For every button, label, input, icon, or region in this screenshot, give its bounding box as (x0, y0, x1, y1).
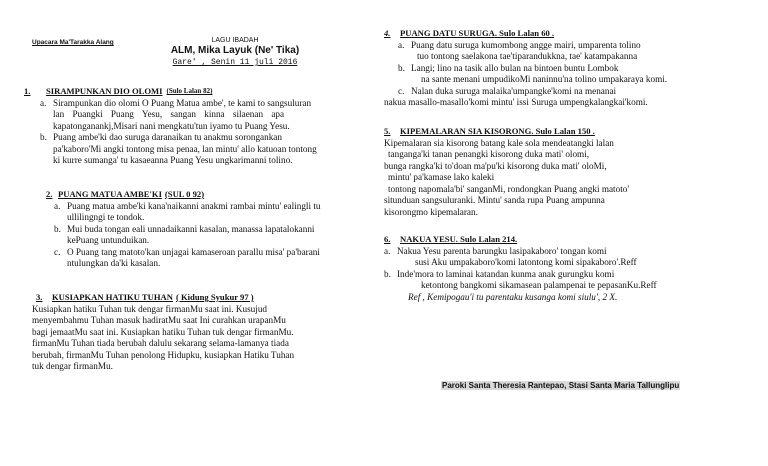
verse-line: kisorongmo kipemalaran. (384, 206, 478, 217)
verse-item (384, 246, 724, 269)
song-number: 5. (384, 126, 391, 136)
song-title-text: PUANG MATUA AMBE'KI (58, 189, 162, 199)
verse-line: Puang ambe'ki dao suruga daranaikan tu anakmu sorongankan (53, 132, 282, 142)
verse-item (384, 85, 724, 109)
song-section-5 (384, 126, 719, 218)
verse-line: bunga rangka'ki to'doan ma'pu'ki kisorong duka mati' oloMi, (384, 160, 607, 171)
song-title-text: SIRAMPUNKAN DIO OLOMI (46, 86, 163, 96)
refrain-line: Ref , Kemipogau'i tu parentaku kusanga komi siulu', 2 X. (408, 291, 618, 302)
song-title (384, 28, 724, 40)
verse-line: Sirampunkan dio olomi O Puang Matua ambe', te kami to sangsuluran (53, 97, 312, 108)
song-number: 6. (384, 234, 391, 244)
verse-label: b. (40, 132, 47, 142)
subtitle: LAGU IBADAH (211, 37, 259, 44)
verse-label: c. (54, 246, 61, 257)
verse-line: situnduan sangsuluranki. Mintu' sanda rupa Puang ampunna (384, 195, 605, 205)
verse-item (40, 98, 374, 133)
song-source: (SUL 0 92) (164, 189, 205, 199)
verse-item (398, 63, 724, 86)
verse-line: na sante menani umpudikoMi naninnu'na tolino umpakaraya komi. (421, 74, 668, 84)
verse-line: ki kurre sumanga' tu kasaeanna Puang Yesu ungkarimanni tolino. (53, 155, 293, 165)
verse-label: a. (54, 200, 61, 211)
verse-item (398, 40, 724, 63)
date-line: Gare' , Senin 11 juli 2016 (172, 58, 298, 67)
song-title (24, 86, 374, 98)
song-body (32, 304, 374, 373)
verse-line: susi Aku umpakaboro'komi latontong komi sipakaboro'.Reff (415, 257, 637, 267)
verse-line: tanganga'ki tanan penangki kisorong duka mati' olomi, (388, 149, 590, 159)
verse-line: ullilingngi te tondok. (67, 212, 145, 222)
verse-label: a. (398, 39, 405, 50)
verse-item (54, 224, 372, 247)
song-title-text: KUSIAPKAN HATIKU TUHAN (52, 292, 173, 302)
verse-line: lan Puangki Puang Yesu, sangan kinna silaenan apa (53, 109, 285, 119)
verse-line: Puang matua ambe'ki kana'naikanni anakmi rambai mintu' ealingli tu (67, 200, 321, 211)
song-source: (Sulo Lalan 82) (166, 87, 213, 95)
verse-line: O Puang tang matoto'kan unjagai kamaseroan parallu misa' pa'barani (67, 246, 320, 257)
song-number: 1. (24, 86, 31, 96)
song-number: 2. (46, 189, 53, 199)
verse-label: b. (384, 268, 391, 279)
verse-line: kePuang untunduikan. (67, 235, 150, 245)
verse-line: Puang datu suruga kumombong angge mairi, umparenta tolino (411, 39, 641, 50)
song-title-text: KIPEMALARAN SIA KISORONG (400, 126, 532, 136)
verse-item (54, 247, 372, 270)
song-source: ( Kidung Syukur 97 ) (175, 292, 254, 302)
song-section-4 (384, 28, 724, 109)
song-title-text: PUANG DATU SURUGA (400, 28, 495, 38)
verse-line: bagi jemaatMu saat ini. Kusiapkan hatiku Tuhan tuk dengar firmanMu. (32, 326, 294, 337)
verse-item (40, 132, 374, 167)
top-left-caption: Upacara Ma'Tarakka Alang (32, 39, 114, 46)
song-section-3 (32, 292, 374, 373)
verse-line: tuk dengar firmanMu. (32, 361, 113, 371)
verse-line: firmanMu Tuhan tiada berubah dalulu sekarang selama-lamanya tiada (32, 338, 289, 348)
song-body (384, 138, 719, 219)
verse-line: nakua masallo-masallo'komi mintu' issi Suruga umpengkalangkai'komi. (384, 97, 648, 107)
verse-line: ntulungkan da'ki kasalan. (67, 258, 161, 268)
song-title (384, 126, 719, 138)
verse-line: Langi; lino na tasik allo bulan na bintoen buntu Lombok (411, 62, 619, 73)
verse-line: mintu' pa'kamase lako kaleki (388, 172, 495, 182)
verse-line: berubah, firmanMu Tuhan penolong Hidupku, kusiapkan Hatiku Tuhan (32, 349, 295, 360)
verse-line: ketontong bangkomi sikamasean palampenai te pepasanKu.Reff (421, 280, 657, 290)
song-section-1 (24, 86, 374, 167)
verse-line: Nalan duka suruga malaika'umpangke'komi na menanai (411, 85, 617, 96)
song-title (46, 189, 372, 201)
song-number: 4. (384, 28, 391, 38)
verse-line: pa'kaboro'Mi angki tontong misa penaa, lan mintu' allo katuoan tontong (53, 143, 317, 154)
verse-item (384, 269, 724, 292)
song-source: . Sulo Lalan 214. (455, 234, 518, 244)
song-title-text: NAKUA YESU (400, 234, 456, 244)
song-title (384, 234, 724, 246)
verse-item (54, 201, 372, 224)
song-title (36, 292, 374, 304)
parish-footer: Paroki Santa Theresia Rantepao, Stasi Santa Maria Tallunglipu (442, 381, 680, 390)
verse-line: menyembahmu Tuhan masuk hadiratMu saat Ini curahkan urapanMu (32, 315, 286, 325)
verse-label: b. (54, 223, 61, 234)
song-number: 3. (36, 292, 43, 302)
song-source: . Sulo Lalan 60 . (494, 28, 555, 38)
song-section-6 (384, 234, 724, 303)
verse-label: b. (398, 62, 405, 73)
verse-line: Inde'mora to laminai katandan kunma anak gurungku komi (397, 268, 615, 279)
verse-line: tontong napomala'bi' sanganMi, rondongkan Puang angki matoto' (388, 183, 629, 194)
verse-line: Nakua Yesu parenta barungku lasipakaboro' tongan komi (397, 245, 607, 256)
verse-line: kapatonganankj,Misari nani mengkatu'tun iyamo tu Puang Yesu. (53, 120, 290, 131)
verse-line: Kipemalaran sia kisorong batang kale sola mendeatangki lalan (384, 137, 614, 148)
verse-line: tuo tontong saelakona tae'tiparandukkna, tae' katampakanna (417, 51, 638, 61)
verse-label: a. (40, 97, 47, 108)
verse-line: Mui buda tongan eali unnadaikanni kasalan, manassa lapatalokanni (67, 223, 315, 234)
song-section-2 (46, 189, 372, 270)
page-title: ALM, Mika Layuk (Ne' Tika) (170, 45, 300, 56)
verse-line: Kusiapkan hatiku Tuhan tuk dengar firmanMu saat ini. Kusujud (32, 303, 268, 314)
verse-label: c. (398, 85, 405, 96)
song-source: . Sulo Lalan 150 . (531, 126, 595, 136)
verse-label: a. (384, 245, 391, 256)
